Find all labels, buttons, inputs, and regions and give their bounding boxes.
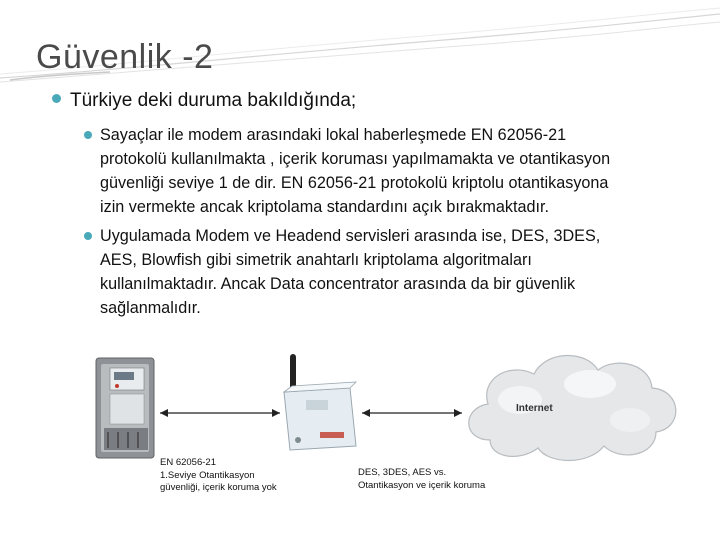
caption-line: 1.Seviye Otantikasyon: [160, 469, 255, 481]
sub-bullet-line: Sayaçlar ile modem arasındaki lokal haberleşmede EN 62056-21: [100, 126, 567, 144]
cloud-label: Internet: [516, 403, 553, 414]
sub-bullet-line: izin vermekte ancak kriptolama standardını açık bırakmaktadır.: [100, 198, 549, 216]
caption-local-link: [160, 457, 277, 495]
caption-line: DES, 3DES, AES vs.: [358, 467, 447, 478]
sub-bullet-line: sağlanmalıdır.: [100, 299, 201, 317]
sub-bullet-line: Uygulamada Modem ve Headend servisleri arasında ise, DES, 3DES,: [100, 227, 601, 245]
caption-line: EN 62056-21: [160, 457, 216, 468]
caption-headend-link: [358, 467, 485, 492]
gsm-modem-icon: [284, 354, 356, 450]
internet-cloud-icon: [469, 355, 676, 460]
caption-line: Otantikasyon ve içerik koruma: [358, 479, 486, 491]
sub-bullet-line: AES, Blowfish gibi simetrik anahtarlı kriptolama algoritmaları: [100, 251, 532, 269]
caption-line: güvenliği, içerik koruma yok: [160, 482, 277, 493]
sub-bullet-line: protokolü kullanılmakta , içerik koruması yapılmamakta ve otantikasyon: [100, 150, 611, 168]
electricity-meter-icon: [96, 358, 154, 458]
slide-title: Güvenlik -2: [36, 38, 214, 76]
sub-bullet-line: kullanılmaktadır. Ancak Data concentrator arasında da bir güvenlik: [100, 275, 576, 293]
main-bullet-text: Türkiye deki duruma bakıldığında;: [70, 90, 357, 111]
sub-bullet-line: güvenliği seviye 1 de dir. EN 62056-21 protokolü kriptolu otantikasyona: [100, 174, 609, 192]
